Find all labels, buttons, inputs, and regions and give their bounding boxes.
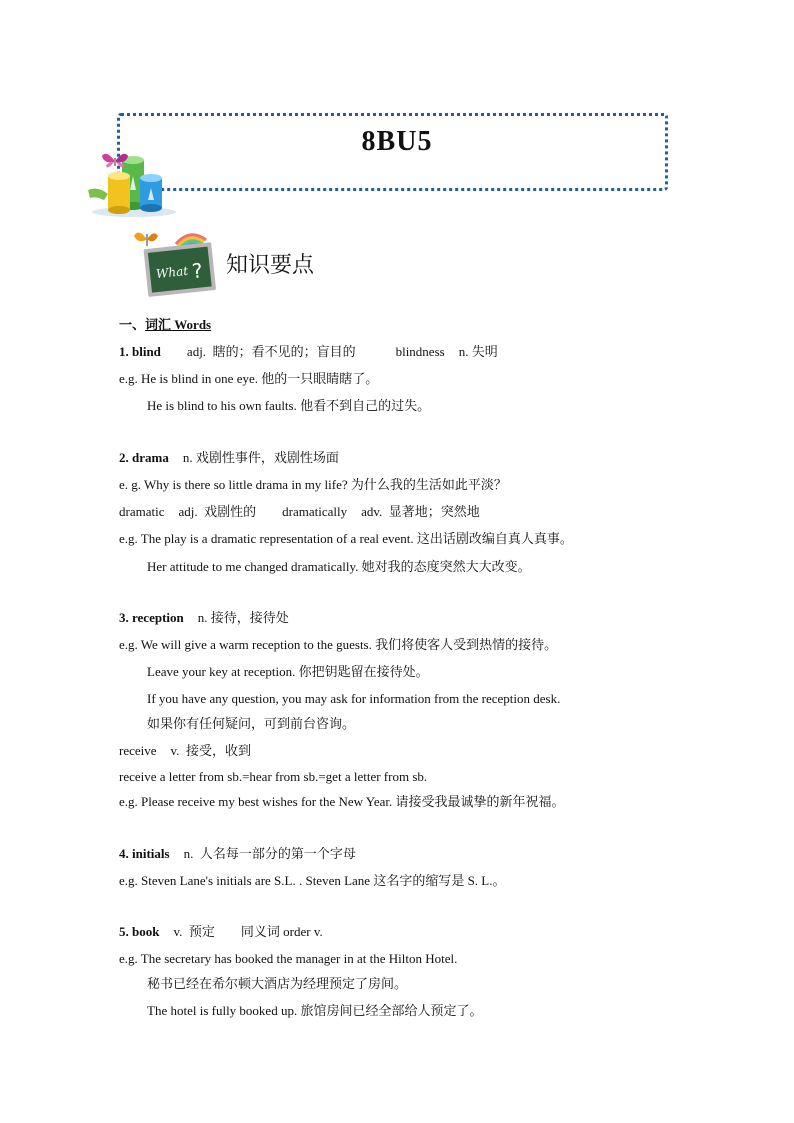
phrase-line: receive a letter from sb.=hear from sb.=get a letter from sb. <box>119 769 428 784</box>
derived-words-line: dramatic adj. 戏剧性的 dramatically adv. 显著地；突然地 <box>119 504 480 519</box>
example-line: e.g. Please receive my best wishes for the New Year. 请接受我最诚挚的新年祝福。 <box>119 794 565 809</box>
example-line: e.g. The play is a dramatic representation of a real event. 这出话剧改编自真人真事。 <box>119 531 573 546</box>
example-line: The hotel is fully booked up. 旅馆房间已经全部给人预定了。 <box>147 1003 483 1018</box>
example-line: e.g. He is blind in one eye. 他的一只眼睛瞎了。 <box>119 371 379 386</box>
example-translation: 秘书已经在希尔顿大酒店为经理预定了房间。 <box>147 976 408 991</box>
example-line: e.g. The secretary has booked the manager in at the Hilton Hotel. <box>119 951 458 966</box>
example-line: e. g. Why is there so little drama in my life? 为什么我的生活如此平淡？ <box>119 477 507 492</box>
entry-initials: 4. initials n. 人名每一部分的第一个字母 <box>119 846 356 861</box>
example-line: Leave your key at reception. 你把钥匙留在接待处。 <box>147 664 429 679</box>
entry-reception: 3. reception n. 接待，接待处 <box>119 610 289 625</box>
example-line: e.g. Steven Lane's initials are S.L. . Steven Lane 这名字的缩写是 S. L.。 <box>119 873 506 888</box>
cylinder-chart-icon <box>84 150 184 218</box>
what-blackboard-icon <box>132 228 218 300</box>
entry-book: 5. book v. 预定 同义词 order v. <box>119 924 323 939</box>
entry-blind: 1. blind adj. 瞎的；看不见的；盲目的 blindness n. 失明 <box>119 344 498 359</box>
page-title: 8BU5 <box>361 126 433 157</box>
vocab-header: 一、词汇 Words <box>119 317 212 332</box>
entry-drama: 2. drama n. 戏剧性事件，戏剧性场面 <box>119 450 339 465</box>
related-word-line: receive v. 接受，收到 <box>119 743 251 758</box>
svg-text:What: What <box>155 263 189 282</box>
example-line: e.g. We will give a warm reception to the guests. 我们将使客人受到热情的接待。 <box>119 637 558 652</box>
example-translation: 如果你有任何疑问，可到前台咨询。 <box>147 716 356 731</box>
example-line: He is blind to his own faults. 他看不到自己的过失。 <box>147 398 431 413</box>
butterfly-icon <box>134 232 158 246</box>
section-heading: 知识要点 <box>226 253 315 278</box>
example-line: Her attitude to me changed dramatically. 她对我的态度突然大大改变。 <box>147 559 531 574</box>
example-line: If you have any question, you may ask for information from the reception desk. <box>147 691 561 706</box>
svg-text:?: ? <box>190 258 204 284</box>
